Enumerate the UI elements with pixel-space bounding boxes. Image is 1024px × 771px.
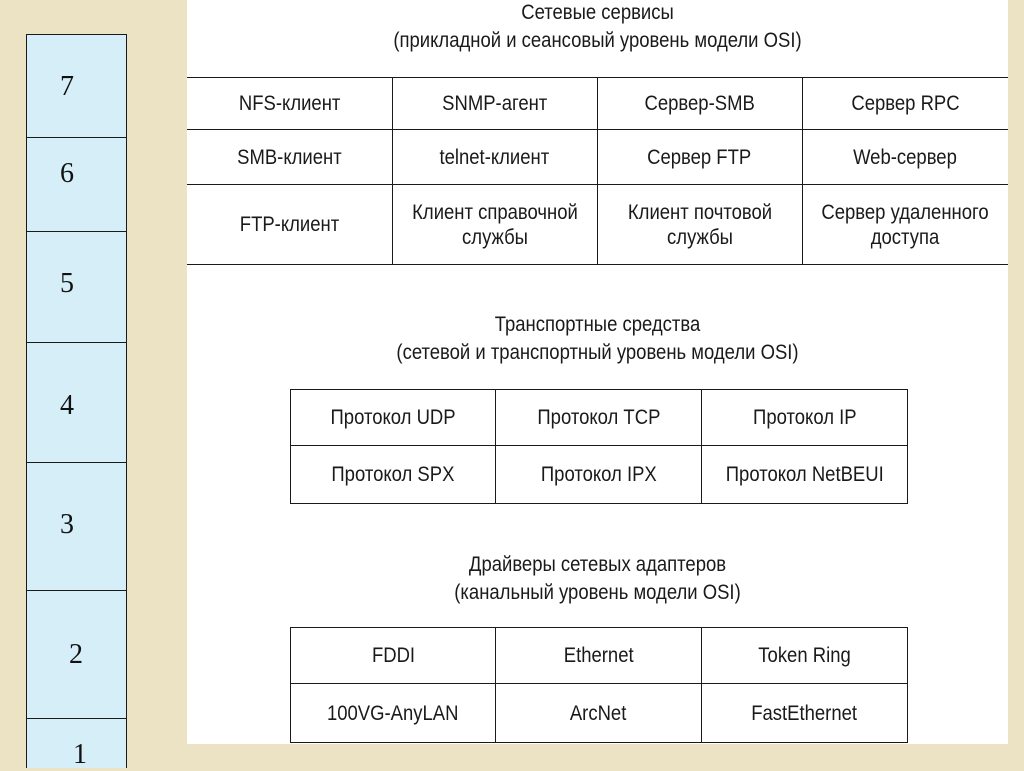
transport-cell-label: Протокол SPX	[331, 463, 455, 486]
services-cell	[802, 78, 1008, 130]
transport-row	[291, 390, 908, 446]
osi-level-number: 4	[60, 390, 74, 421]
drivers-cell	[702, 628, 908, 684]
services-cell-label: Web-сервер	[853, 145, 958, 169]
transport-row	[291, 446, 908, 504]
transport-cell-label: Протокол UDP	[330, 406, 456, 429]
services-table	[187, 77, 1008, 265]
services-title: Сетевые сервисы	[521, 1, 674, 24]
transport-table-body	[291, 390, 908, 504]
services-heading	[236, 0, 958, 55]
transport-cell	[496, 446, 702, 504]
transport-cell	[702, 390, 908, 446]
services-cell	[802, 185, 1008, 265]
osi-level-column	[26, 34, 127, 768]
services-cell-label: SNMP-агент	[441, 92, 548, 115]
osi-level-7	[27, 35, 126, 137]
services-cell	[597, 78, 802, 130]
services-cell	[597, 185, 802, 265]
services-row	[187, 78, 1008, 130]
transport-title: Транспортные средства	[494, 313, 701, 336]
osi-level-number: 6	[60, 158, 74, 189]
services-cell	[392, 78, 597, 130]
osi-level-5	[27, 231, 126, 343]
services-cell-label: Сервер-SMB	[644, 92, 755, 115]
services-cell-label: telnet-клиент	[439, 145, 550, 169]
drivers-row	[291, 684, 908, 743]
drivers-table-body	[291, 628, 908, 743]
services-cell	[392, 185, 597, 265]
services-cell-label: FTP-клиент	[239, 213, 339, 236]
drivers-cell-label: FastEthernet	[751, 701, 858, 725]
services-cell	[392, 130, 597, 185]
drivers-table	[290, 627, 908, 743]
services-cell	[187, 78, 392, 130]
osi-level-1	[27, 718, 126, 770]
services-cell	[802, 130, 1008, 185]
drivers-cell	[702, 684, 908, 743]
drivers-subtitle: (канальный уровень модели OSI)	[454, 581, 741, 604]
drivers-row	[291, 628, 908, 684]
drivers-cell-label: Token Ring	[758, 644, 851, 667]
services-cell-label: Сервер FTP	[647, 145, 752, 169]
services-row	[187, 185, 1008, 265]
services-cell	[187, 130, 392, 185]
transport-cell-label: Протокол IP	[752, 406, 857, 429]
services-row	[187, 130, 1008, 185]
drivers-cell-label: FDDI	[371, 644, 415, 667]
transport-cell	[291, 446, 496, 504]
services-cell-label: Клиент почтовой службы	[627, 200, 772, 249]
osi-level-number: 3	[60, 509, 74, 540]
osi-level-number: 2	[69, 639, 83, 670]
osi-level-2	[27, 590, 126, 719]
transport-subtitle: (сетевой и транспортный уровень модели OSI)	[396, 341, 799, 364]
drivers-cell	[291, 684, 496, 743]
services-cell-label: Сервер RPC	[851, 92, 960, 115]
drivers-cell-label: Ethernet	[563, 644, 634, 667]
drivers-cell-label: ArcNet	[570, 701, 627, 725]
transport-cell	[291, 390, 496, 446]
services-cell-label: NFS-клиент	[238, 92, 340, 115]
services-cell-label: Сервер удаленного доступа	[821, 200, 989, 249]
services-cell-label: Клиент справочной службы	[411, 200, 578, 249]
transport-cell-label: Протокол TCP	[536, 406, 661, 429]
transport-cell	[702, 446, 908, 504]
services-table-body	[187, 78, 1008, 265]
services-cell	[187, 185, 392, 265]
drivers-cell	[496, 684, 702, 743]
drivers-cell	[496, 628, 702, 684]
transport-cell-label: Протокол NetBEUI	[725, 463, 884, 486]
osi-diagram-panel	[187, 0, 1008, 744]
transport-heading	[236, 311, 958, 367]
osi-level-number: 7	[60, 71, 74, 102]
osi-level-number: 1	[73, 739, 87, 770]
transport-table	[290, 389, 908, 504]
osi-level-6	[27, 137, 126, 232]
services-cell-label: SMB-клиент	[236, 145, 342, 169]
drivers-title: Драйверы сетевых адаптеров	[468, 553, 727, 576]
transport-cell-label: Протокол IPX	[540, 463, 657, 486]
services-cell	[597, 130, 802, 185]
transport-cell	[496, 390, 702, 446]
drivers-cell	[291, 628, 496, 684]
osi-level-number: 5	[60, 268, 74, 299]
osi-level-3	[27, 462, 126, 591]
osi-level-4	[27, 342, 126, 463]
drivers-heading	[236, 551, 958, 607]
services-subtitle: (прикладной и сеансовый уровень модели OSI)	[393, 29, 802, 52]
drivers-cell-label: 100VG-AnyLAN	[327, 701, 459, 725]
